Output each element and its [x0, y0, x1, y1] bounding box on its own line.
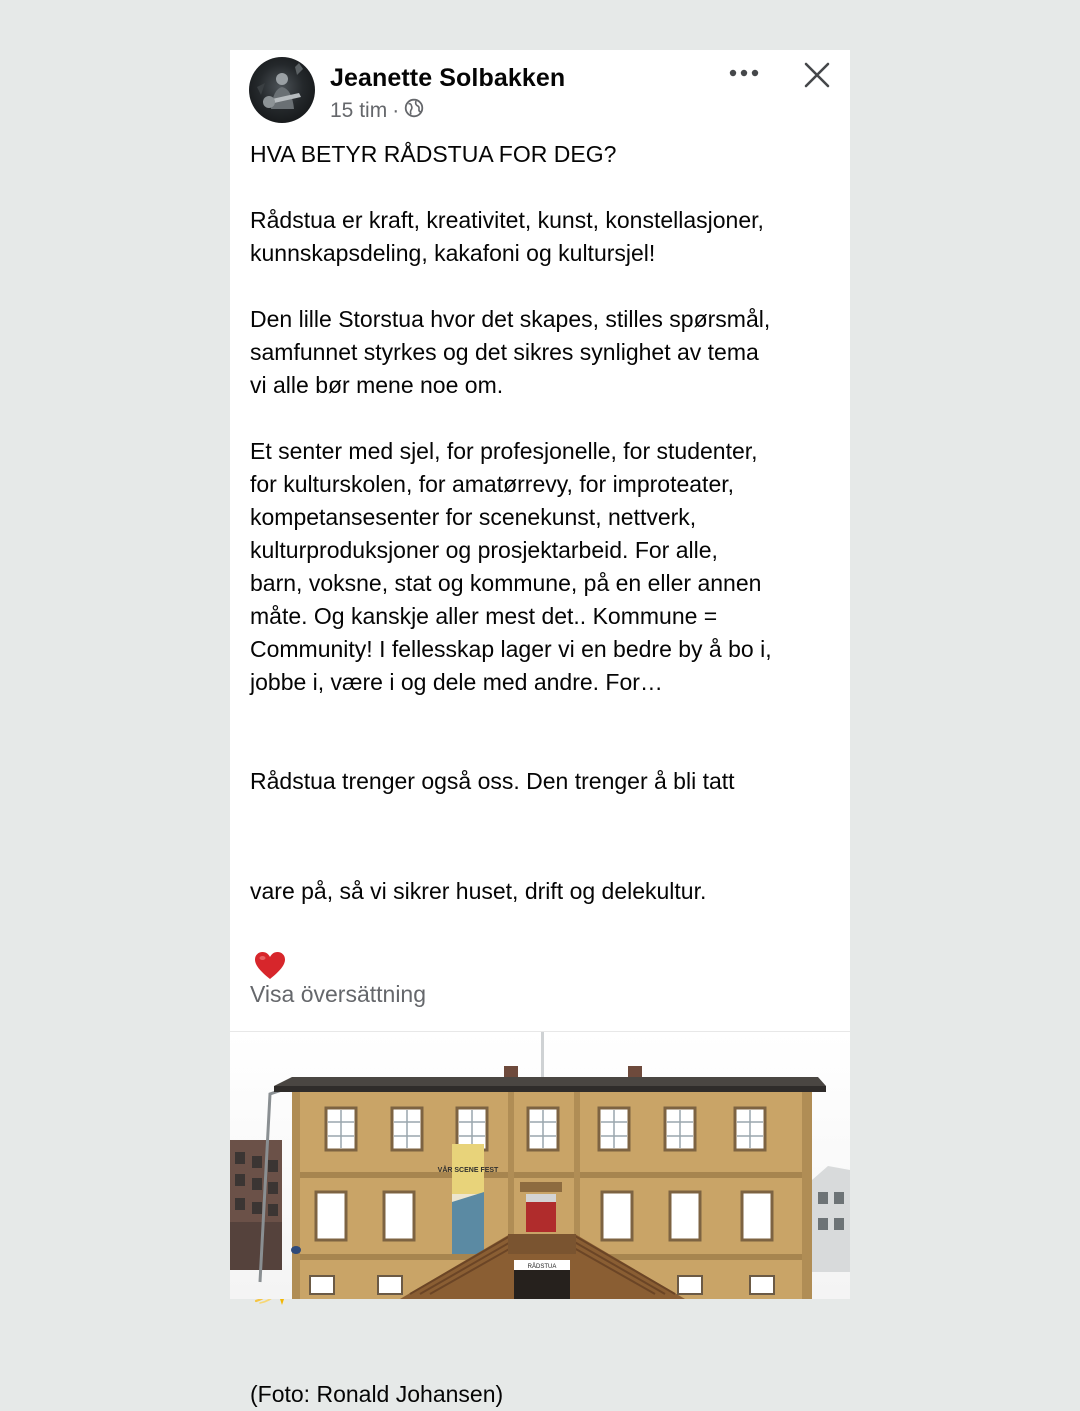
author-avatar[interactable] [249, 57, 315, 123]
photo-credit: (Foto: Ronald Johansen) [250, 1381, 504, 1407]
post-card [230, 50, 850, 1407]
globe-icon[interactable] [404, 98, 424, 124]
post-heading: HVA BETYR RÅDSTUA FOR DEG? [250, 141, 617, 167]
post-paragraph-line: vare på, så vi sikrer huset, drift og delekultur. [250, 878, 707, 904]
post-paragraph-line: Rådstua trenger også oss. Den trenger å bli tatt [250, 768, 735, 794]
post-time[interactable]: 15 tim [330, 99, 388, 122]
author-name[interactable]: Jeanette Solbakken [330, 64, 566, 92]
more-options-icon[interactable] [724, 56, 764, 90]
close-icon[interactable] [798, 56, 836, 94]
banner-text: VÅR SCENE FEST [437, 1167, 499, 1174]
post-paragraph: Den lille Storstua hvor det skapes, stilles spørsmål, samfunnet styrkes og det sikres synlighet av tema vi alle bør mene noe om. [250, 306, 771, 398]
translate-link[interactable]: Visa översättning [250, 981, 427, 1007]
post-paragraph: Rådstua er kraft, kreativitet, kunst, konstellasjoner, kunnskapsdeling, kakafoni og kultursjel! [250, 207, 764, 266]
post-photo[interactable] [230, 1032, 850, 1299]
entrance-sign: RÅDSTUA [527, 1264, 557, 1270]
post-paragraph: Et senter med sjel, for profesjonelle, for studenter, for kulturskolen, for amatørrevy, for improteater, kompetansesenter for scenekunst, nettverk, kulturproduksjoner og prosjektarbeid. For alle, barn, voksne, stat og kommune, på en eller annen måte. Og kanskje aller mest det.. Kommune = Community! I fellesskap lager vi en bedre by å bo i, jobbe i, være i og dele med andre. For… [250, 438, 772, 695]
post-meta [330, 98, 424, 124]
meta-separator: · [392, 99, 400, 122]
